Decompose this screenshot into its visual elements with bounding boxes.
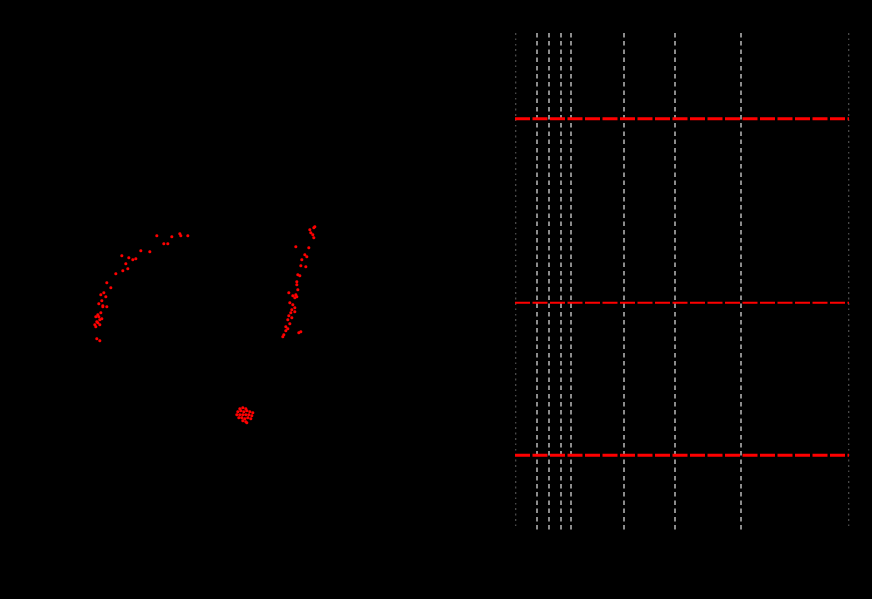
red-threshold-line [515,301,849,304]
red-threshold-line [515,117,849,121]
red-threshold-line [515,454,849,457]
